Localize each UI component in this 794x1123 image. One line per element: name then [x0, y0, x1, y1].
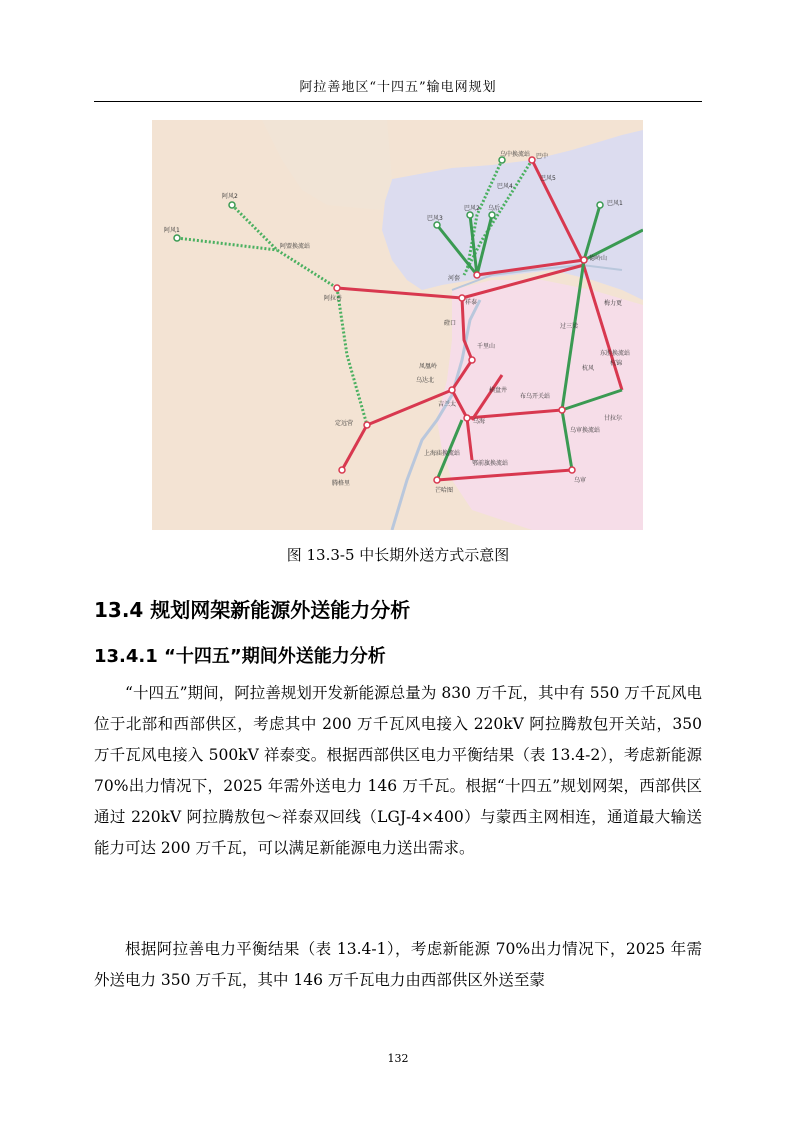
map-label: 芒哈图 — [435, 487, 454, 494]
map-label: 鄂前旗换流站 — [472, 460, 509, 467]
map-label: 过三梁 — [560, 323, 579, 330]
map-label: 巴风2 — [464, 205, 480, 212]
map-label: 阿拉善 — [324, 295, 343, 302]
map-label: 定远营 — [335, 420, 354, 427]
map-label: 阿风1 — [164, 227, 180, 234]
map-label: 乌后 — [488, 205, 501, 212]
map-label: 甘拉尔 — [604, 415, 623, 422]
map-label: 巴风4 — [497, 183, 513, 190]
transmission-map — [152, 120, 643, 530]
map-label: 巴中 — [536, 153, 549, 160]
map-label: 梅力更 — [604, 300, 623, 307]
map-label: 凤凰岭 — [419, 363, 438, 370]
map-label: 祥泰 — [465, 299, 478, 306]
map-label: 巴风5 — [540, 175, 556, 182]
map-label: 布乌开关站 — [520, 393, 551, 400]
map-label: 乌审换流站 — [570, 427, 601, 434]
map-label: 吉兰太 — [438, 401, 457, 408]
body-paragraph: 根据阿拉善电力平衡结果（表 13.4-1），考虑新能源 70%出力情况下，2025 年需外送电力 350 万千瓦，其中 146 万千瓦电力由西部供区外送至蒙 — [94, 940, 702, 989]
map-label: 乌海 — [473, 418, 486, 425]
map-label: 阿风2 — [222, 193, 238, 200]
section-heading: 13.4 规划网架新能源外送能力分析 — [94, 598, 411, 622]
region-pink — [437, 280, 643, 530]
running-header: 阿拉善地区“十四五”输电网规划 — [299, 80, 497, 95]
map-label: 河套 — [448, 275, 461, 282]
map-label: 腾格里 — [332, 480, 351, 487]
map-label: 东胜换流站 — [600, 350, 631, 357]
figure-caption: 图 13.3-5 中长期外送方式示意图 — [286, 546, 510, 564]
page-number: 132 — [387, 1052, 409, 1065]
header-rule — [94, 101, 702, 102]
map-label: 德岭山 — [589, 255, 608, 262]
subsection-heading: 13.4.1 “十四五”期间外送能力分析 — [94, 646, 386, 667]
map-label: 巴风1 — [607, 200, 623, 207]
map-label: 杭风 — [582, 365, 595, 372]
map-label: 阿盟换流站 — [280, 243, 311, 250]
map-label: 巴风3 — [427, 215, 443, 222]
map-label: 磴口 — [444, 320, 457, 327]
map-label: 上海庙换流站 — [424, 450, 461, 457]
map-label: 乌审 — [574, 477, 587, 484]
map-label: 千里山 — [477, 343, 496, 350]
map-label: 杭锦 — [610, 360, 623, 367]
body-paragraph: “十四五”期间，阿拉善规划开发新能源总量为 830 万千瓦，其中有 550 万千瓦风电位于北部和西部供区，考虑其中 200 万千瓦风电接入 220kV 阿拉腾敖包开关站，350 万千瓦风电接入 500kV 祥泰变。根据西部供区电力平衡结果（表 13.4-2），考虑新能源 70%出力情况下，2025 年需外送电力 146 万千瓦。根据“十四五”规划网架，西部供区通过 220kV 阿拉腾敖包～祥泰双回线（LGJ-4×400）与蒙西主网相连，通道最大输送能力可达 200 万千瓦，可以满足新能源电力送出需求。 — [94, 684, 702, 857]
map-label: 乌达北 — [416, 377, 435, 384]
map-label: 横盘井 — [489, 387, 508, 394]
map-label: 乌中换流站 — [500, 151, 531, 158]
